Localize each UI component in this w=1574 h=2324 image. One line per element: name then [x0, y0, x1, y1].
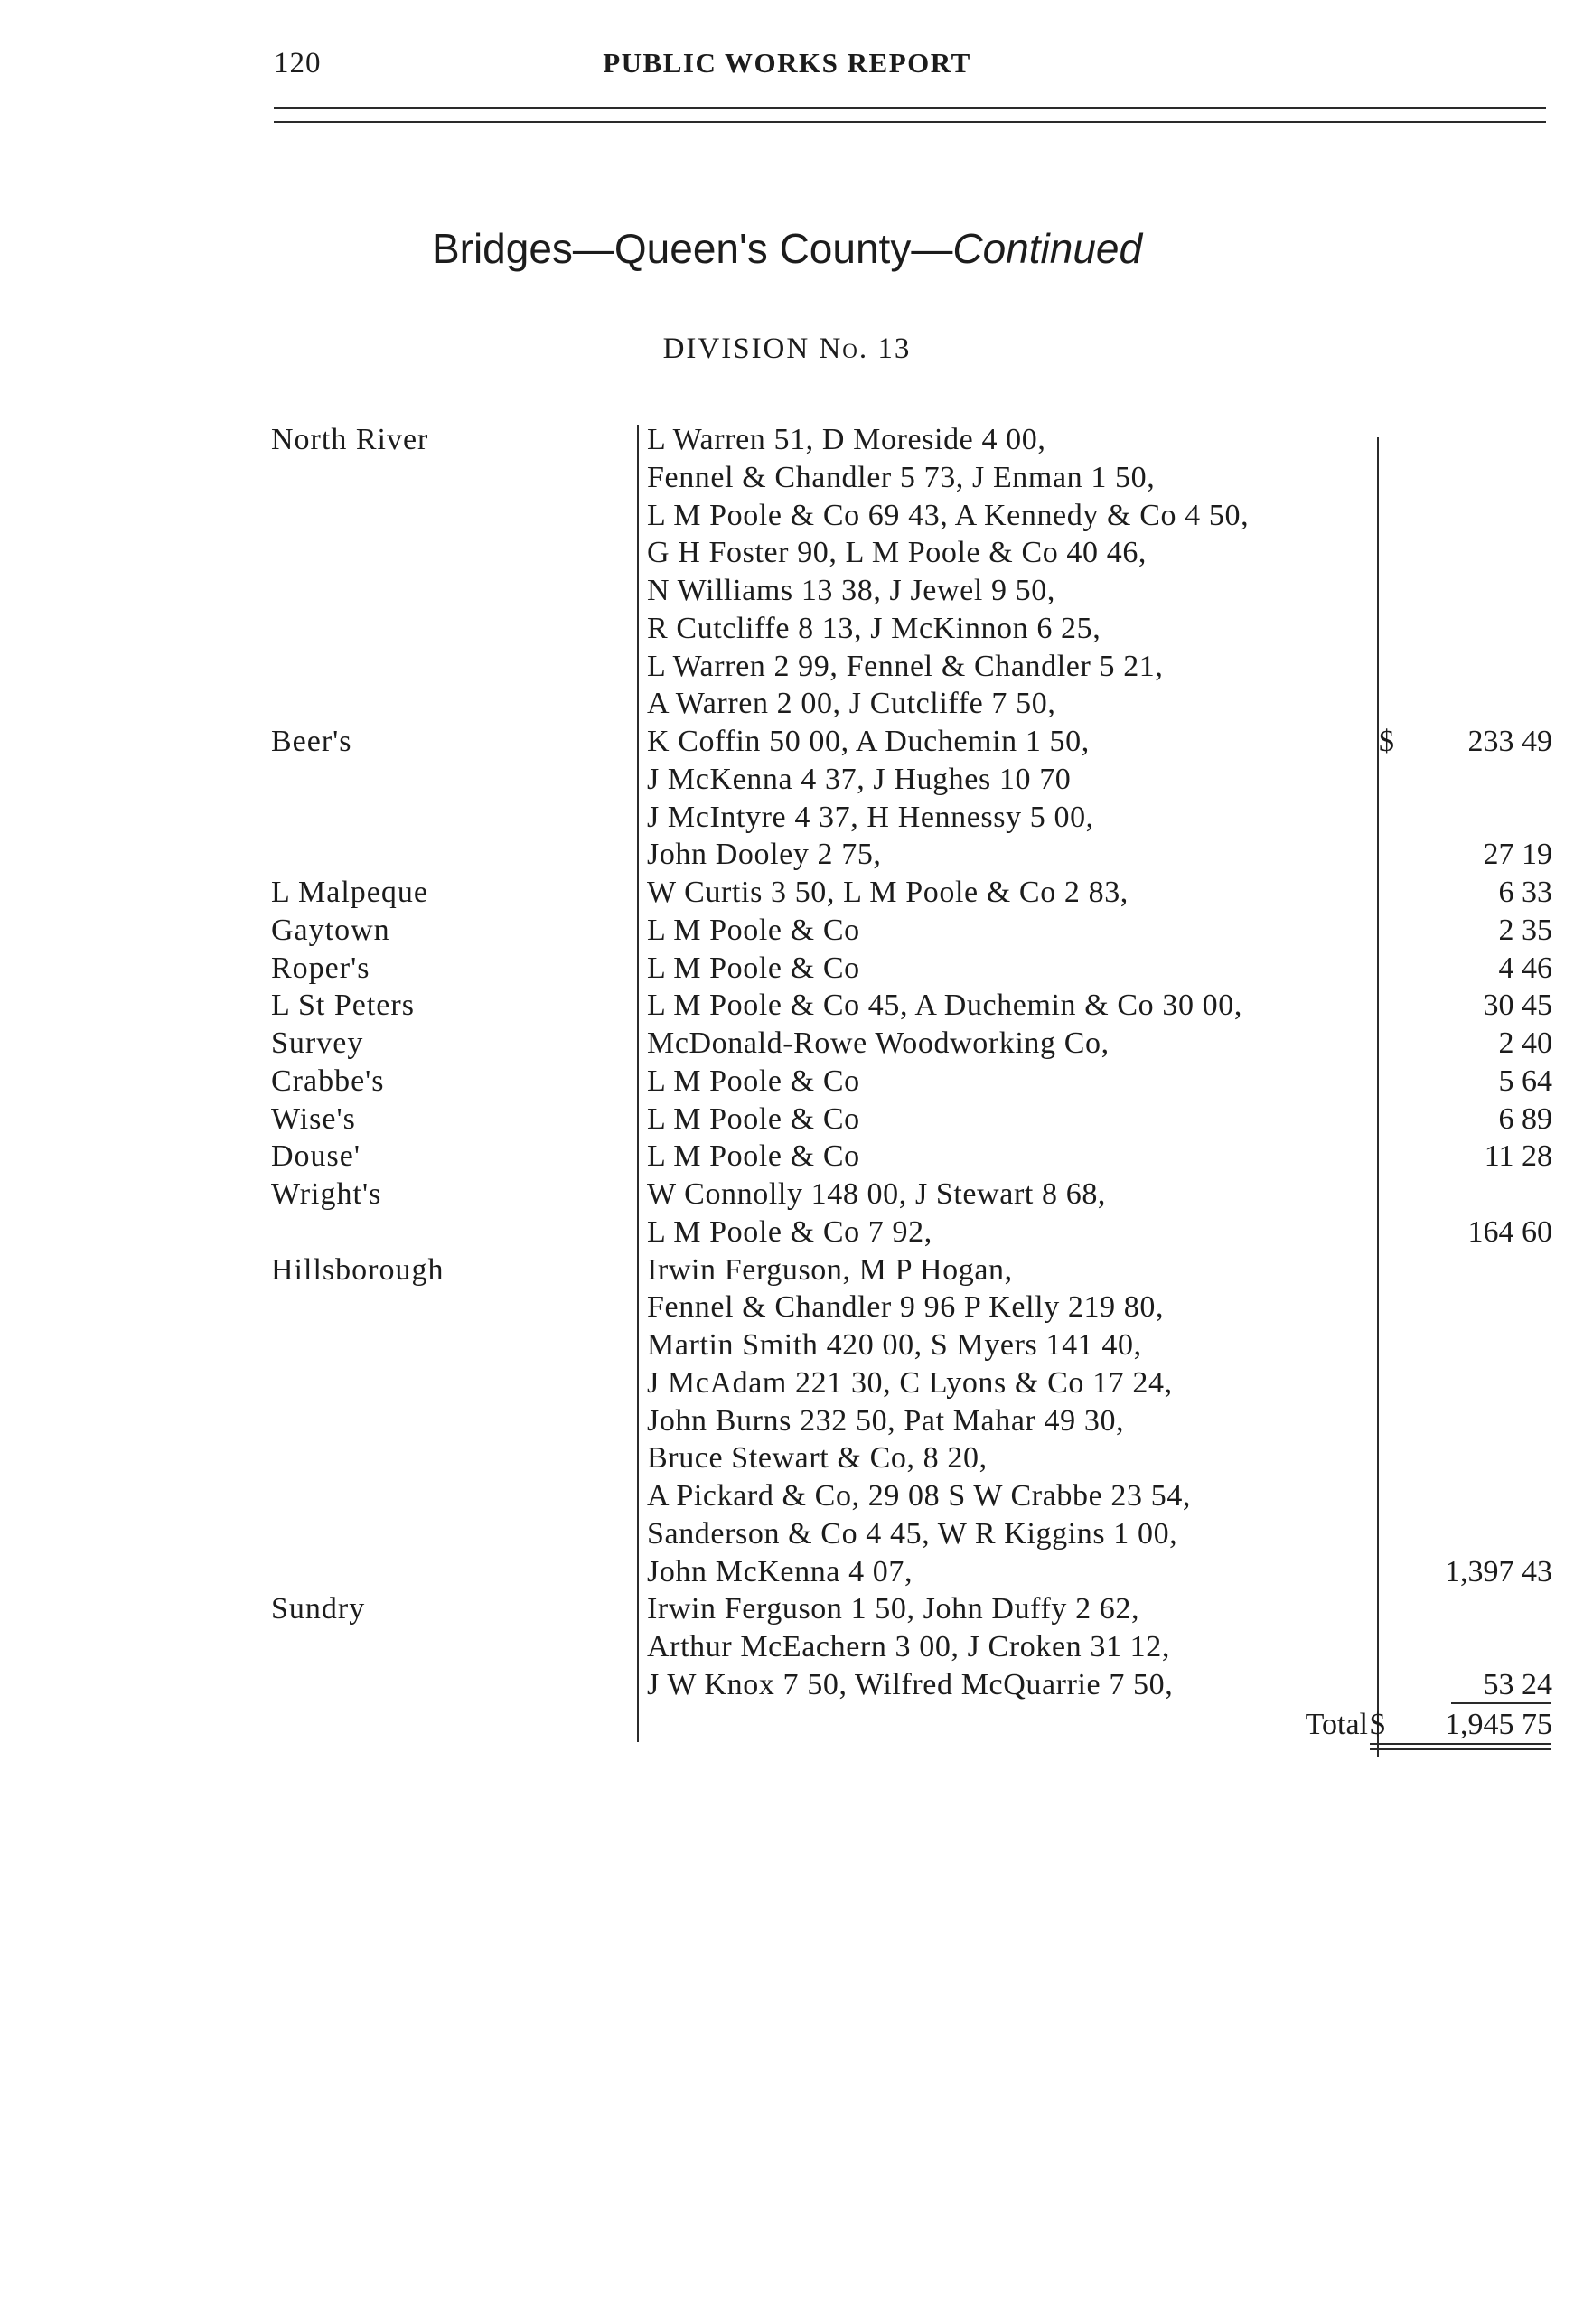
table-row [0, 1439, 1574, 1477]
table-row [0, 1402, 1574, 1440]
row-amount: 4 46 [1498, 951, 1552, 985]
payee-list: J W Knox 7 50, Wilfred McQuarrie 7 50, [647, 1667, 1174, 1701]
payee-list: J McAdam 221 30, C Lyons & Co 17 24, [647, 1365, 1173, 1400]
payee-list: Irwin Ferguson, M P Hogan, [647, 1252, 1013, 1287]
table-row [0, 1326, 1574, 1364]
payee-list: L Warren 2 99, Fennel & Chandler 5 21, [647, 649, 1164, 683]
header-rule-top [274, 107, 1546, 109]
table-row [0, 874, 1574, 912]
bridge-location: Wise's [271, 1101, 356, 1136]
payee-list: L M Poole & Co [647, 1139, 860, 1174]
table-row [0, 497, 1574, 535]
table-row [0, 1251, 1574, 1289]
table-row [0, 950, 1574, 988]
payee-list: J McKenna 4 37, J Hughes 10 70 [647, 762, 1072, 796]
payee-list: J McIntyre 4 37, H Hennessy 5 00, [647, 800, 1094, 834]
table-row [0, 685, 1574, 723]
table-row [0, 1364, 1574, 1402]
bridge-location: Wright's [271, 1177, 382, 1211]
row-amount: 6 33 [1498, 876, 1552, 909]
table-row [0, 1289, 1574, 1326]
table-row [0, 1477, 1574, 1515]
total-row [0, 1706, 1574, 1744]
page-title [0, 224, 1574, 273]
row-amount: 2 40 [1498, 1026, 1552, 1060]
bridge-location: Beer's [271, 725, 352, 758]
payee-list: L M Poole & Co [647, 913, 860, 947]
title-main: Bridges—Queen's County— [431, 225, 953, 272]
table-row [0, 912, 1574, 950]
table-row [0, 421, 1574, 459]
payee-list: G H Foster 90, L M Poole & Co 40 46, [647, 536, 1148, 570]
payee-list: L M Poole & Co 69 43, A Kennedy & Co 4 50, [647, 498, 1250, 532]
table-row [0, 1063, 1574, 1101]
payee-list: W Connolly 148 00, J Stewart 8 68, [647, 1177, 1107, 1211]
row-amount: 6 89 [1498, 1101, 1552, 1136]
payee-list: Irwin Ferguson 1 50, John Duffy 2 62, [647, 1592, 1140, 1626]
table-row [0, 610, 1574, 648]
total-amount: 1,945 75 [1445, 1707, 1552, 1741]
payee-list: Sanderson & Co 4 45, W R Kiggins 1 00, [647, 1516, 1178, 1551]
payee-list: L M Poole & Co 45, A Duchemin & Co 30 00, [647, 989, 1242, 1023]
payee-list: N Williams 13 38, J Jewel 9 50, [647, 574, 1055, 607]
bridge-location: Sundry [271, 1592, 366, 1626]
table-row [0, 1138, 1574, 1176]
page-number: 120 [274, 47, 322, 80]
total-underline-1 [1370, 1743, 1551, 1745]
payee-list: L M Poole & Co 7 92, [647, 1214, 932, 1249]
row-amount: 2 35 [1498, 913, 1552, 947]
bridge-location: North River [271, 423, 429, 456]
bridge-location: Roper's [271, 951, 370, 985]
table-row [0, 1214, 1574, 1251]
row-amount: 11 28 [1484, 1139, 1552, 1174]
payee-list: Martin Smith 420 00, S Myers 141 40, [647, 1328, 1142, 1362]
row-amount: 233 49 [1467, 725, 1552, 758]
payee-list: Fennel & Chandler 5 73, J Enman 1 50, [647, 460, 1156, 494]
row-amount: 5 64 [1498, 1064, 1552, 1098]
table-row [0, 836, 1574, 874]
table-row [0, 987, 1574, 1025]
payee-list: L Warren 51, D Moreside 4 00, [647, 423, 1046, 456]
table-row [0, 1025, 1574, 1063]
payee-list: L M Poole & Co [647, 1064, 860, 1098]
payee-list: McDonald-Rowe Woodworking Co, [647, 1026, 1110, 1060]
table-row [0, 534, 1574, 572]
payee-list: W Curtis 3 50, L M Poole & Co 2 83, [647, 876, 1129, 909]
table-row [0, 1101, 1574, 1139]
bridge-location: Hillsborough [271, 1252, 445, 1287]
payee-list: K Coffin 50 00, A Duchemin 1 50, [647, 725, 1090, 758]
payee-list: John McKenna 4 07, [647, 1554, 913, 1588]
bridge-location: Douse' [271, 1139, 361, 1174]
row-amount: 164 60 [1467, 1214, 1552, 1249]
table-row [0, 459, 1574, 497]
table-row [0, 723, 1574, 761]
table-row [0, 799, 1574, 837]
table-row [0, 1628, 1574, 1666]
row-amount: 27 19 [1483, 838, 1552, 872]
payee-list: L M Poole & Co [647, 951, 860, 985]
total-label: Total [1305, 1707, 1368, 1741]
row-amount: 53 24 [1483, 1667, 1552, 1701]
payee-list: John Dooley 2 75, [647, 838, 882, 872]
payee-list: Arthur McEachern 3 00, J Croken 31 12, [647, 1630, 1170, 1663]
payee-list: R Cutcliffe 8 13, J McKinnon 6 25, [647, 611, 1101, 645]
title-continued: Continued [952, 225, 1143, 272]
table-row [0, 572, 1574, 610]
bridge-location: Crabbe's [271, 1064, 385, 1098]
table-row [0, 1176, 1574, 1214]
subtotal-underline [1451, 1702, 1551, 1704]
running-head: PUBLIC WORKS REPORT [603, 47, 971, 79]
payee-list: Bruce Stewart & Co, 8 20, [647, 1441, 988, 1476]
table-row [0, 1590, 1574, 1628]
payee-list: L M Poole & Co [647, 1101, 860, 1136]
table-row [0, 1553, 1574, 1591]
payee-list: Fennel & Chandler 9 96 P Kelly 219 80, [647, 1290, 1165, 1325]
division-heading: DIVISION No. 13 [662, 333, 912, 365]
row-amount: 30 45 [1483, 989, 1552, 1023]
table-row [0, 1666, 1574, 1704]
payee-list: A Pickard & Co, 29 08 S W Crabbe 23 54, [647, 1479, 1192, 1513]
total-underline-2 [1370, 1748, 1551, 1750]
total-dollar-sign: $ [1370, 1707, 1385, 1741]
table-row [0, 648, 1574, 686]
payee-list: John Burns 232 50, Pat Mahar 49 30, [647, 1403, 1125, 1438]
bridge-location: L Malpeque [271, 876, 428, 909]
header-rule-bottom [274, 121, 1546, 123]
payee-list: A Warren 2 00, J Cutcliffe 7 50, [647, 687, 1056, 721]
bridge-location: Survey [271, 1026, 364, 1060]
bridge-location: Gaytown [271, 913, 390, 947]
table-row [0, 1515, 1574, 1553]
table-row [0, 761, 1574, 799]
bridge-location: L St Peters [271, 989, 415, 1023]
row-amount: 1,397 43 [1445, 1554, 1552, 1588]
dollar-sign: $ [1379, 725, 1394, 758]
